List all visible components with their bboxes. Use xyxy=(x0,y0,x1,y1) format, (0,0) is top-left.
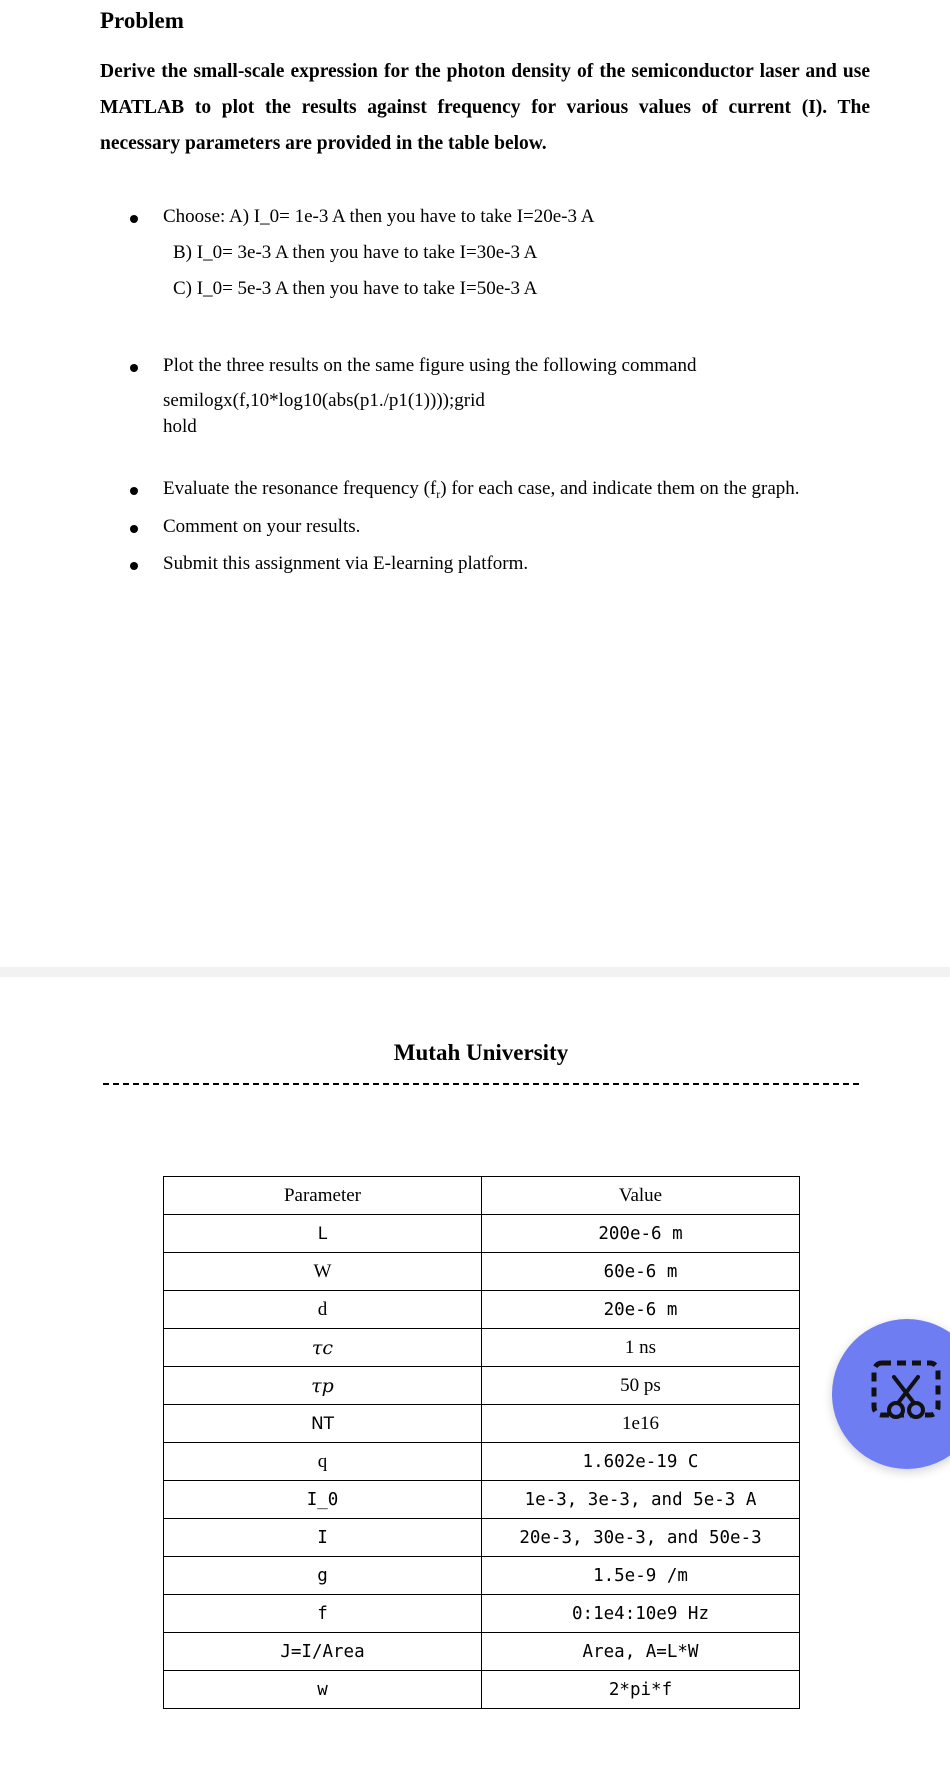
table-row xyxy=(164,1671,800,1709)
table-row xyxy=(164,1557,800,1595)
bullet-icon xyxy=(130,562,140,572)
value-cell: 0:1e4:10e9 Hz xyxy=(482,1595,800,1633)
problem-heading: Problem xyxy=(100,8,184,33)
option-c-line: C) I_0= 5e-3 A then you have to take I=50e-3 A xyxy=(173,278,538,299)
value-cell: Area, A=L*W xyxy=(482,1633,800,1671)
table-row xyxy=(164,1329,800,1367)
param-cell: τp xyxy=(164,1367,482,1405)
page-separator xyxy=(0,967,950,977)
param-cell: τc xyxy=(164,1329,482,1367)
param-cell: q xyxy=(164,1443,482,1481)
table-row xyxy=(164,1633,800,1671)
param-cell: I_0 xyxy=(164,1481,482,1519)
bullet-icon xyxy=(130,525,140,535)
parameters-table xyxy=(163,1176,800,1709)
plot-command-hold: hold xyxy=(163,416,197,437)
value-cell: 1e16 xyxy=(482,1405,800,1443)
table-row xyxy=(164,1215,800,1253)
bullet-icon xyxy=(130,364,140,374)
value-cell: 1e-3, 3e-3, and 5e-3 A xyxy=(482,1481,800,1519)
table-row xyxy=(164,1405,800,1443)
table-row xyxy=(164,1367,800,1405)
university-heading: Mutah University xyxy=(393,1040,569,1065)
snip-button[interactable] xyxy=(832,1319,950,1469)
comment-line: Comment on your results. xyxy=(163,516,361,537)
param-cell: g xyxy=(164,1557,482,1595)
value-cell: 60e-6 m xyxy=(482,1253,800,1291)
dashed-divider xyxy=(103,1083,859,1085)
table-row xyxy=(164,1519,800,1557)
value-cell: 1.5e-9 /m xyxy=(482,1557,800,1595)
param-cell: L xyxy=(164,1215,482,1253)
param-cell: NT xyxy=(164,1405,482,1443)
plot-instruction: Plot the three results on the same figure using the following command xyxy=(163,355,697,376)
value-cell: 1 ns xyxy=(482,1329,800,1367)
scissors-icon xyxy=(870,1357,942,1429)
value-cell: 200e-6 m xyxy=(482,1215,800,1253)
plot-command: semilogx(f,10*log10(abs(p1./p1(1))));grid xyxy=(163,390,485,411)
bullet-icon xyxy=(130,215,140,225)
option-b-line: B) I_0= 3e-3 A then you have to take I=30e-3 A xyxy=(173,242,538,263)
header-value: Value xyxy=(482,1177,800,1215)
param-cell: J=I/Area xyxy=(164,1633,482,1671)
evaluate-pre: Evaluate the resonance frequency (f xyxy=(163,478,437,499)
table-header-row xyxy=(164,1177,800,1215)
evaluate-subscript: r xyxy=(436,487,441,501)
choose-line: Choose: A) I_0= 1e-3 A then you have to take I=20e-3 A xyxy=(163,206,595,227)
table-row xyxy=(164,1253,800,1291)
header-parameter: Parameter xyxy=(164,1177,482,1215)
table-row xyxy=(164,1481,800,1519)
value-cell: 20e-3, 30e-3, and 50e-3 xyxy=(482,1519,800,1557)
param-cell: W xyxy=(164,1253,482,1291)
value-cell: 50 ps xyxy=(482,1367,800,1405)
bullet-icon xyxy=(130,487,140,497)
param-cell: d xyxy=(164,1291,482,1329)
submit-line: Submit this assignment via E-learning platform. xyxy=(163,553,529,574)
table-row xyxy=(164,1291,800,1329)
param-cell: I xyxy=(164,1519,482,1557)
table-row xyxy=(164,1443,800,1481)
value-cell: 1.602e-19 C xyxy=(482,1443,800,1481)
param-cell: w xyxy=(164,1671,482,1709)
value-cell: 2*pi*f xyxy=(482,1671,800,1709)
problem-intro: Derive the small-scale expression for the photon density of the semiconductor laser and use MATLAB to plot the results against frequency for various values of current (I). The necessary parameters are provided in the table below. xyxy=(100,61,870,154)
table-row xyxy=(164,1595,800,1633)
evaluate-line xyxy=(163,478,800,502)
value-cell: 20e-6 m xyxy=(482,1291,800,1329)
evaluate-post: ) for each case, and indicate them on the graph. xyxy=(440,478,800,499)
param-cell: f xyxy=(164,1595,482,1633)
